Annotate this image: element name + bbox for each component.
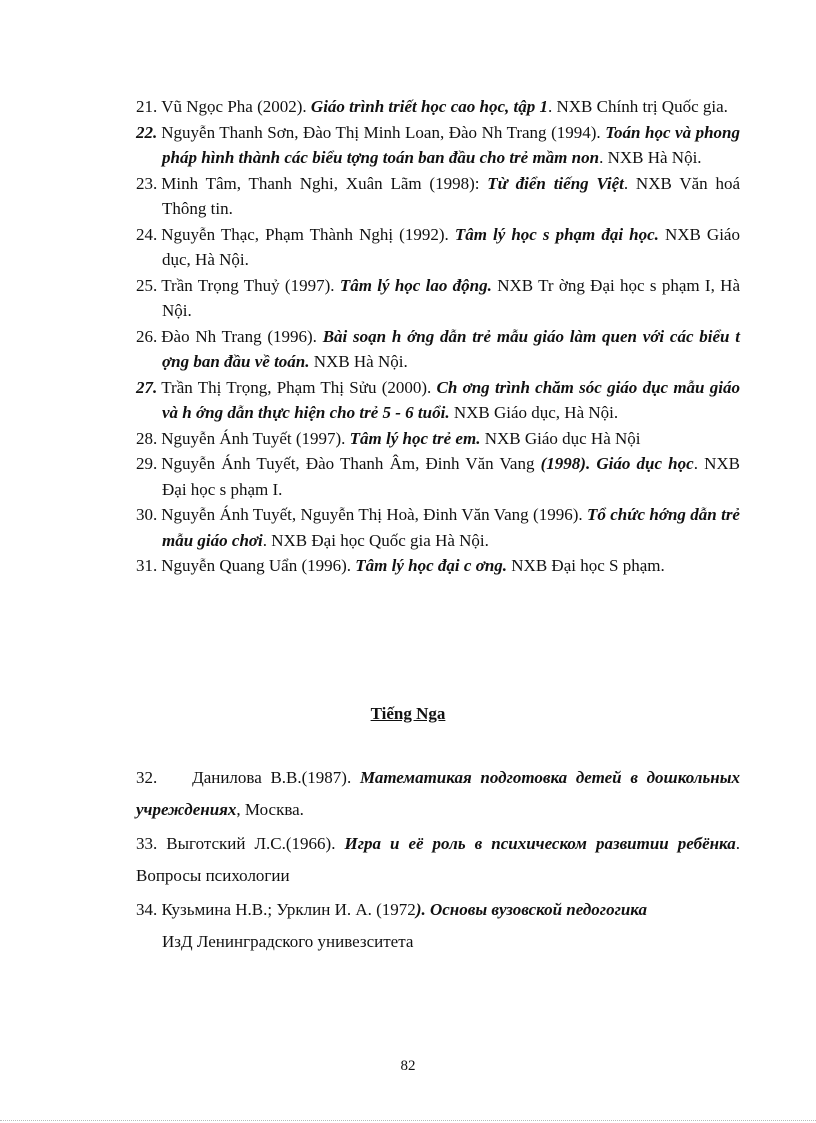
- reference-publisher: . Вопросы психологии: [136, 834, 740, 885]
- reference-item: [136, 375, 740, 426]
- russian-reference-list: [136, 762, 740, 960]
- reference-publisher: . NXB Hà Nội.: [599, 148, 702, 167]
- reference-title: Tổ chức hớng dẫn trẻ mẫu giáo chơi: [162, 505, 740, 550]
- reference-author: Minh Tâm, Thanh Nghi, Xuân Lãm (1998):: [161, 173, 488, 193]
- reference-publisher: NXB Giáo dục Hà Nội: [480, 428, 641, 448]
- reference-publisher: NXB Đại học S phạm.: [507, 556, 665, 575]
- reference-publisher: . NXB Văn hoá Thông tin.: [162, 173, 741, 218]
- reference-publisher: , Москва.: [236, 800, 304, 819]
- reference-title: Ch ơng trình chăm sóc giáo dục mẫu giáo và h ớng dẫn thực hiện cho trẻ 5 - 6 tuổi.: [162, 377, 740, 422]
- reference-number: 28.: [136, 428, 158, 448]
- reference-title: Bài soạn h ớng dẫn trẻ mẫu giáo làm quen với các biểu t ợng ban đầu về toán.: [162, 326, 740, 371]
- reference-item: [136, 762, 740, 826]
- reference-title: Giáo trình triết học cao học, tập 1: [310, 97, 548, 116]
- reference-number: 33.: [136, 834, 158, 853]
- reference-item: [136, 94, 740, 120]
- reference-number: 22.: [136, 122, 158, 142]
- reference-publisher: NXB Tr ờng Đại học s phạm I, Hà Nội.: [162, 275, 740, 320]
- reference-item: [136, 426, 740, 452]
- reference-item: [136, 451, 740, 502]
- reference-publisher: . NXB Chính trị Quốc gia.: [548, 97, 728, 116]
- reference-number: 25.: [136, 275, 158, 295]
- reference-item: [136, 553, 740, 579]
- reference-author: Данилова В.В.(1987).: [192, 768, 360, 787]
- vietnamese-reference-list: [136, 94, 740, 579]
- section-heading-russian: Tiếng Nga: [370, 704, 446, 723]
- reference-number: 27.: [136, 377, 158, 397]
- reference-number: 23.: [136, 173, 158, 193]
- reference-author: Đào Nh Trang (1996).: [161, 326, 323, 346]
- reference-author: Trần Thị Trọng, Phạm Thị Sửu (2000).: [161, 377, 437, 397]
- page-bottom-divider: [0, 1120, 816, 1121]
- reference-item: [136, 894, 740, 958]
- reference-publisher: . NXB Đại học s phạm I.: [162, 454, 740, 499]
- reference-title: (1998). Giáo dục học: [540, 454, 694, 473]
- reference-author: Trần Trọng Thuỷ (1997).: [161, 275, 340, 295]
- reference-title: Toán học và phong pháp hình thành các biểu tợng toán ban đầu cho trẻ mầm non: [162, 122, 741, 167]
- reference-number: 21.: [136, 97, 158, 116]
- reference-author: Vũ Ngọc Pha (2002).: [161, 97, 311, 116]
- reference-title: Từ điển tiếng Việt: [487, 173, 624, 193]
- reference-author: Nguyễn Ánh Tuyết (1997).: [161, 428, 350, 448]
- reference-item: [136, 222, 740, 273]
- reference-publisher: NXB Hà Nội.: [309, 352, 408, 371]
- reference-number: 24.: [136, 224, 158, 244]
- reference-item: [136, 171, 740, 222]
- reference-author: Выготский Л.С.(1966).: [166, 834, 345, 853]
- reference-item: [136, 324, 740, 375]
- reference-number: 26.: [136, 326, 158, 346]
- reference-publisher: NXB Giáo dục, Hà Nội.: [449, 403, 619, 422]
- reference-title: Игра и её роль в психическом развитии ребёнка: [344, 834, 736, 853]
- reference-title: Tâm lý học đại c ơng.: [355, 556, 508, 575]
- reference-author: Nguyễn Ánh Tuyết, Nguyễn Thị Hoà, Đinh Văn Vang (1996).: [161, 505, 587, 524]
- reference-publisher: . NXB Đại học Quốc gia Hà Nội.: [262, 530, 489, 550]
- reference-number: 32.: [136, 768, 158, 787]
- reference-author: Nguyễn Thạc, Phạm Thành Nghị (1992).: [161, 224, 455, 244]
- reference-title: Математикая подготовка детей в дошкольных учреждениях: [136, 768, 740, 819]
- reference-title: Tâm lý học lao động.: [339, 275, 492, 295]
- reference-author: Кузьмина Н.В.; Урклин И. А. (1972: [161, 900, 416, 919]
- reference-item: [136, 120, 740, 171]
- reference-author: Nguyễn Ánh Tuyết, Đào Thanh Âm, Đinh Văn Vang: [161, 454, 541, 473]
- reference-item: [136, 828, 740, 892]
- reference-number: 31.: [136, 556, 158, 575]
- reference-author: Nguyễn Quang Uẩn (1996).: [161, 556, 356, 575]
- reference-number: 29.: [136, 454, 158, 473]
- reference-author: Nguyễn Thanh Sơn, Đào Thị Minh Loan, Đào Nh Trang (1994).: [161, 122, 606, 142]
- page-number: 82: [400, 1058, 416, 1074]
- reference-number: 30.: [136, 505, 158, 524]
- reference-publisher: NXB Giáo dục, Hà Nội.: [162, 224, 740, 269]
- reference-title: Tâm lý học s phạm đại học.: [454, 224, 659, 244]
- reference-item: [136, 273, 740, 324]
- reference-title: Tâm lý học trẻ em.: [349, 428, 481, 448]
- reference-item: [136, 502, 740, 553]
- reference-title: ). Основы вузовской педогогика: [415, 900, 647, 919]
- reference-number: 34.: [136, 900, 158, 919]
- reference-continuation: ИзД Ленинградского унивезситета: [162, 932, 414, 951]
